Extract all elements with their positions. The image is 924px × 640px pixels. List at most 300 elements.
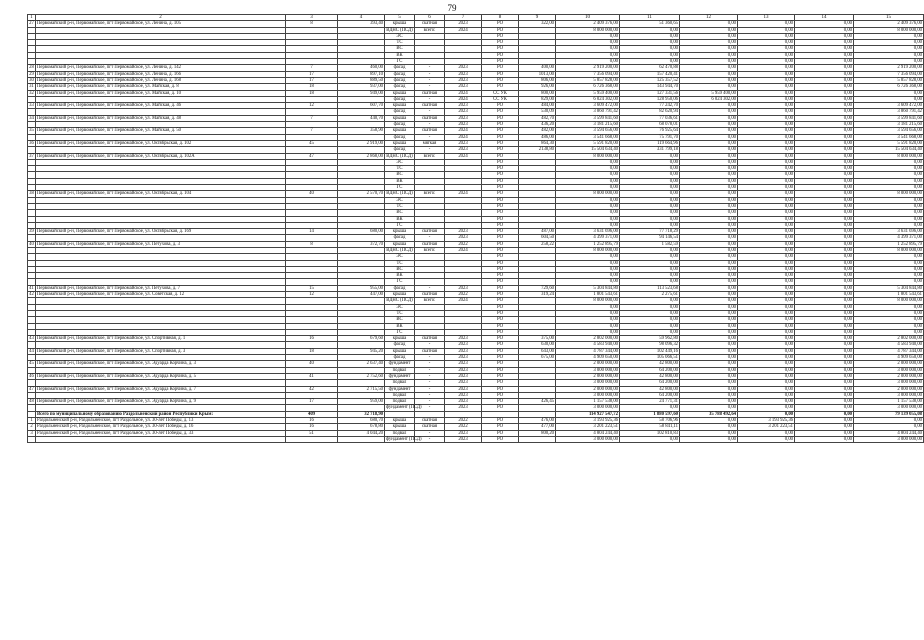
table-cell: 0,00 [854, 304, 924, 310]
table-cell: РО [482, 115, 519, 121]
table-cell: ЭС [385, 254, 415, 260]
table-cell: 0,00 [795, 273, 854, 279]
table-cell: 0,00 [854, 178, 924, 184]
table-cell: 0,00 [795, 166, 854, 172]
table-cell [28, 436, 36, 442]
table-cell: 3 000 000,00 [556, 380, 620, 386]
table-cell: подвал [385, 430, 415, 436]
table-cell: 2023 [445, 367, 482, 373]
table-cell: скатная [415, 241, 445, 247]
table-cell: ВДНС (ПСД) [386, 27, 413, 33]
table-cell: 0,00 [620, 247, 680, 253]
column-header: 5 [385, 15, 415, 21]
table-cell: ВС [385, 46, 415, 52]
table-cell: всего: [415, 298, 445, 304]
table-cell: 119 664,96 [620, 140, 680, 146]
table-cell: 0,00 [795, 247, 854, 253]
table-cell: 58 841,11 [620, 424, 680, 430]
table-cell: 3 000 000,00 [556, 367, 620, 373]
table-cell: фундамент [385, 373, 415, 379]
table-cell: 5 857 828,00 [854, 77, 924, 83]
table-cell: 3 193 925,36 [738, 418, 795, 424]
table-cell: 0,00 [738, 310, 795, 316]
table-cell: РО [482, 279, 519, 285]
table-cell: - [415, 367, 445, 373]
column-header: 12 [680, 15, 738, 21]
table-cell: Первомайский р-н, Первомайское, пгт Первомайское, ул. Эдуарда Корчина, д. 9 [36, 399, 286, 405]
table-cell: 0,00 [620, 329, 680, 335]
table-cell: 436,20 [519, 122, 556, 128]
table-cell: 0,00 [680, 304, 738, 310]
table-cell: 2 715,50 [338, 386, 385, 392]
table-cell: 482,00 [519, 128, 556, 134]
table-cell: 0,00 [738, 210, 795, 216]
table-cell: 0,00 [738, 298, 795, 304]
table-cell: РО [482, 191, 519, 197]
table-cell: 5 857 828,00 [556, 77, 620, 83]
table-cell: 926,00 [519, 84, 556, 90]
table-cell: 0,00 [680, 386, 738, 392]
table-cell: 0,00 [738, 266, 795, 272]
table-cell: - [415, 84, 445, 90]
table-cell: 0,00 [556, 304, 620, 310]
table-cell: фундамент [385, 361, 415, 367]
table-cell: 1 801 543,61 [854, 292, 924, 298]
table-cell: 0,00 [738, 367, 795, 373]
table-cell: 897,10 [338, 71, 385, 77]
table-cell: - [415, 235, 445, 241]
table-cell: РО [482, 317, 519, 323]
table-cell: фасад [385, 65, 415, 71]
table-cell: 679,60 [338, 336, 385, 342]
table-cell: 0,00 [620, 310, 680, 316]
table-cell: 2023 [445, 235, 482, 241]
table-cell: 5 959 400,00 [556, 90, 620, 96]
table-cell: 0,00 [795, 317, 854, 323]
table-cell: 27 [29, 21, 34, 27]
table-cell: фасад [385, 342, 415, 348]
table-cell: 157 420,41 [620, 71, 680, 77]
table-cell: 38 [29, 191, 34, 197]
table-cell: 0,00 [738, 178, 795, 184]
table-cell: 17 [286, 71, 338, 77]
table-cell: РО [482, 33, 519, 39]
table-cell: 28 [29, 65, 34, 71]
table-cell: 64 200,00 [620, 367, 680, 373]
table-cell: 8 000 000,00 [556, 153, 620, 159]
table-cell: 3 193 925,36 [556, 418, 620, 424]
table-cell: 447,00 [338, 292, 385, 298]
table-cell: 2022 [445, 418, 482, 424]
table-cell: 0,00 [620, 210, 680, 216]
table-cell: 5 591 820,00 [854, 140, 924, 146]
table-cell: Первомайский р-н, Первомайское, пгт Первомайское, ул. Майская, д. 8 [36, 84, 286, 90]
table-cell: 5 304 844,80 [556, 285, 620, 291]
table-cell: 33 [29, 103, 34, 109]
table-cell: мягкая [415, 140, 445, 146]
table-cell: 678,80 [338, 424, 385, 430]
table-cell: 102 810,83 [620, 430, 680, 436]
table-cell: Первомайский р-н, Первомайское, пгт Первомайское, ул. Эдуарда Корчина, д. 3 [36, 361, 286, 367]
table-cell: 0,00 [854, 418, 924, 424]
table-cell: 3 000 000,00 [854, 380, 924, 386]
table-cell: 0,00 [738, 399, 795, 405]
table-cell: скатная [415, 90, 445, 96]
table-cell: 400,00 [519, 65, 556, 71]
table-cell: 0,00 [680, 185, 738, 191]
table-cell: РО [482, 140, 519, 146]
table-cell: 6 726 368,00 [854, 84, 924, 90]
table-cell [338, 436, 385, 442]
table-cell: 2023 [445, 122, 482, 128]
table-cell: 6 726 368,00 [556, 84, 620, 90]
table-cell: 2023 [445, 21, 482, 27]
table-cell: 94 146,54 [620, 235, 680, 241]
table-cell: ВК [385, 216, 415, 222]
table-cell: 3 609 472,00 [854, 103, 924, 109]
table-cell: Первомайский р-н, Первомайское, пгт Первомайское, ул. Ленина, д. 105 [36, 21, 286, 27]
table-cell: 2 752,60 [338, 373, 385, 379]
table-cell: РО [482, 254, 519, 260]
table-cell: 0,00 [854, 52, 924, 58]
table-cell: скатная [415, 229, 445, 235]
table-cell: Раздольненский р-н, Раздольненское, пгт Раздольное, ул. 30-лет Победы, д. 13 [36, 418, 286, 424]
table-cell: 0,00 [620, 273, 680, 279]
table-cell: 4 787 344,00 [556, 348, 620, 354]
table-cell: ГС [385, 329, 415, 335]
table-cell: 959,00 [338, 399, 385, 405]
table-cell: 0,00 [738, 166, 795, 172]
table-cell: 0,00 [795, 197, 854, 203]
table-cell: подвал [385, 399, 415, 405]
table-cell: 829,00 [519, 96, 556, 102]
table-cell: 2024 [445, 128, 482, 134]
table-cell: 2022 [445, 292, 482, 298]
table-cell: 0,00 [795, 436, 854, 442]
table-cell: 0,00 [854, 254, 924, 260]
table-cell: 0,00 [795, 229, 854, 235]
table-cell: 0,00 [738, 21, 795, 27]
table-cell: скатная [415, 424, 445, 430]
table-cell: крыша [385, 90, 415, 96]
table-cell: РО [482, 310, 519, 316]
table-cell: 1 880 597,60 [620, 411, 680, 417]
table-cell: 0,00 [795, 172, 854, 178]
table-cell: фасад [385, 235, 415, 241]
table-cell: 0,00 [738, 304, 795, 310]
table-cell: ТС [385, 310, 415, 316]
table-cell: 530,09 [519, 109, 556, 115]
table-cell: 2 000 000,00 [854, 386, 924, 392]
table-cell: 2023 [445, 109, 482, 115]
table-cell: 949,00 [338, 90, 385, 96]
table-cell: 2023 [445, 285, 482, 291]
table-cell: - [415, 342, 445, 348]
table-cell: 77 718,29 [620, 229, 680, 235]
table-cell: 729,60 [519, 285, 556, 291]
table-cell: ВК [385, 52, 415, 58]
table-cell: 2023 [445, 71, 482, 77]
table-cell: 2024 [445, 27, 482, 33]
table-cell: РО [482, 166, 519, 172]
table-cell: фасад [385, 134, 415, 140]
table-cell: 2 409 376,00 [556, 21, 620, 27]
table-cell: 2023 [445, 392, 482, 398]
table-cell: фасад [385, 109, 415, 115]
table-cell: 0,00 [795, 122, 854, 128]
table-cell: 82 620,94 [620, 109, 680, 115]
table-cell: РО [482, 241, 519, 247]
table-cell: ВС [385, 172, 415, 178]
table-cell: 0,00 [680, 65, 738, 71]
table-cell: 889,50 [338, 77, 385, 83]
table-cell: 5 591 820,00 [556, 140, 620, 146]
table-cell: ТС [385, 40, 415, 46]
table-cell: 0,00 [620, 298, 680, 304]
table-cell: 102 449,16 [620, 348, 680, 354]
table-cell: 0,00 [680, 342, 738, 348]
table-cell: ВК [385, 273, 415, 279]
table-cell: 0,00 [738, 292, 795, 298]
table-cell: 0,00 [795, 260, 854, 266]
table-cell: 47 [29, 386, 34, 392]
table-cell: 8 000 000,00 [556, 27, 620, 33]
table-cell: 0,00 [738, 65, 795, 71]
table-cell: 68 078,01 [620, 122, 680, 128]
table-cell: 0,00 [795, 254, 854, 260]
table-cell: 0,00 [680, 241, 738, 247]
table-cell [36, 436, 286, 442]
table-cell: 62 470,88 [620, 65, 680, 71]
table-cell: 0,00 [738, 323, 795, 329]
table-cell: 0,00 [854, 323, 924, 329]
table-cell: 0,00 [556, 197, 620, 203]
table-cell: 0,00 [680, 367, 738, 373]
table-cell: 0,00 [620, 178, 680, 184]
table-cell: ЭС [385, 197, 415, 203]
table-cell: 7 356 094,00 [854, 71, 924, 77]
table-cell: 0,00 [795, 310, 854, 316]
table-cell: - [415, 147, 445, 153]
table-cell: 2023 [445, 65, 482, 71]
table-cell: 0,00 [556, 46, 620, 52]
table-cell: 128 950,06 [620, 96, 680, 102]
table-cell: 0,00 [795, 153, 854, 159]
table-cell: 0,00 [738, 90, 795, 96]
table-cell: 4 909 650,00 [556, 355, 620, 361]
table-cell: РО [482, 134, 519, 140]
table-cell: фасад [385, 285, 415, 291]
table-cell: скатная [415, 348, 445, 354]
table-cell: крыша [385, 418, 415, 424]
table-cell: РО [482, 304, 519, 310]
table-cell: 604,50 [519, 235, 556, 241]
table-cell: 0,00 [795, 304, 854, 310]
table-cell: 0,00 [620, 222, 680, 228]
table-cell: 0,00 [738, 235, 795, 241]
table-cell: 29 [29, 71, 34, 77]
table-cell: 0,00 [795, 361, 854, 367]
table-cell: 0,00 [738, 380, 795, 386]
table-cell: 0,00 [680, 21, 738, 27]
table-cell: ТС [385, 203, 415, 209]
table-cell: 0,00 [620, 203, 680, 209]
table-cell: 937,00 [338, 84, 385, 90]
table-cell: ВДНС (ПСД) [386, 298, 413, 304]
table-cell: 0,00 [795, 90, 854, 96]
table-cell: 1 252 895,79 [854, 241, 924, 247]
table-cell: 0,00 [795, 411, 854, 417]
table-cell: РО [482, 197, 519, 203]
table-cell: 37 [29, 153, 34, 159]
table-cell: ВС [385, 266, 415, 272]
table-cell: 0,00 [854, 222, 924, 228]
table-cell: 955,00 [338, 285, 385, 291]
table-cell: 0,00 [680, 260, 738, 266]
table-cell: 2023 [445, 336, 482, 342]
table-cell: Первомайский р-н, Первомайское, пгт Первомайское, ул. Майская, д. 48 [36, 115, 286, 121]
table-cell: Первомайский р-н, Первомайское, пгт Первомайское, ул. Советская, д. 12 [36, 292, 286, 298]
table-cell: 1 157 538,00 [854, 399, 924, 405]
table-cell: РО [482, 285, 519, 291]
table-cell: 2023 [445, 399, 482, 405]
table-cell: 2 802 000,00 [854, 336, 924, 342]
table-cell: 0,00 [556, 203, 620, 209]
table-cell: 476,00 [519, 418, 556, 424]
table-cell: 18 [286, 90, 338, 96]
table-cell: 0,00 [738, 241, 795, 247]
table-cell: 30 [29, 77, 34, 83]
table-cell: 0,00 [680, 292, 738, 298]
table-cell: ГС [385, 279, 415, 285]
table-cell: 15 504 634,40 [854, 147, 924, 153]
table-cell: крыша [385, 21, 415, 27]
table-cell: 12 [286, 103, 338, 109]
table-cell: 2 409 376,00 [854, 21, 924, 27]
table-cell: 44 [29, 348, 34, 354]
table-cell: 0,00 [795, 128, 854, 134]
table-cell: всего: [415, 27, 445, 33]
table-cell: ЭС [385, 33, 415, 39]
table-cell: 0,00 [680, 405, 738, 411]
table-cell: 680,00 [338, 229, 385, 235]
table-cell: 0,00 [795, 59, 854, 65]
table-cell: 4 583 940,00 [556, 342, 620, 348]
table-cell: 1 252 895,79 [556, 241, 620, 247]
table-cell: 42 800,00 [620, 361, 680, 367]
table-cell: 0,00 [738, 159, 795, 165]
table-cell: фундамент (ПСД) [386, 436, 422, 442]
table-cell: 2138,80 [519, 147, 556, 153]
column-header: 10 [556, 15, 620, 21]
table-cell: 41 [286, 373, 338, 379]
table-cell: 0,00 [738, 329, 795, 335]
table-cell: РО [482, 367, 519, 373]
table-cell: РО [482, 292, 519, 298]
table-cell: РО [482, 229, 519, 235]
table-cell: РО [482, 336, 519, 342]
table-cell: 0,00 [795, 84, 854, 90]
table-cell: 800,00 [519, 90, 556, 96]
table-cell: 47 [286, 153, 338, 159]
table-cell: всего: [415, 191, 445, 197]
capital-repair-table [27, 14, 924, 443]
table-cell: 77 242,70 [620, 103, 680, 109]
table-cell: РО [482, 172, 519, 178]
table-cell: 0,00 [738, 140, 795, 146]
table-cell: РО [482, 84, 519, 90]
table-cell: 2023 [445, 436, 482, 442]
table-cell: РО [482, 235, 519, 241]
table-cell: 0,00 [795, 392, 854, 398]
table-cell: 0,00 [738, 386, 795, 392]
table-cell: 0,00 [620, 172, 680, 178]
table-cell: 2024 [445, 90, 482, 96]
table-cell: 18 [286, 348, 338, 354]
table-cell: фундамент (ПСД) [386, 405, 422, 411]
table-cell: 0,00 [680, 109, 738, 115]
table-cell: 12 [286, 292, 338, 298]
table-cell: 51 360,65 [620, 21, 680, 27]
table-cell: - [415, 65, 445, 71]
table-cell: 2 000 000,00 [556, 361, 620, 367]
table-cell: 2023 [445, 348, 482, 354]
table-cell: 3 000 000,00 [556, 392, 620, 398]
table-cell: 0,00 [680, 128, 738, 134]
table-cell: 0,00 [680, 273, 738, 279]
table-cell: 0,00 [854, 424, 924, 430]
table-cell: 0,00 [738, 203, 795, 209]
table-cell: 0,00 [620, 216, 680, 222]
table-cell: РО [482, 418, 519, 424]
table-cell: 0,00 [738, 172, 795, 178]
table-cell: 41 [29, 285, 34, 291]
table-cell: 0,00 [680, 46, 738, 52]
table-cell: 440,70 [338, 115, 385, 121]
table-cell: 4 044,20 [338, 430, 385, 436]
table-cell: 0,00 [620, 304, 680, 310]
table-cell: 0,00 [795, 355, 854, 361]
table-cell: скатная [415, 21, 445, 27]
table-cell: 4 787 344,00 [854, 348, 924, 354]
table-cell: 0,00 [854, 33, 924, 39]
table-cell: 0,00 [795, 323, 854, 329]
table-cell: 0,00 [738, 216, 795, 222]
table-cell: 0,00 [738, 247, 795, 253]
table-cell: ГС [385, 222, 415, 228]
table-cell: Первомайский р-н, Первомайское, пгт Первомайское, ул. Ленина, д. 168 [36, 77, 286, 83]
table-cell: 0,00 [680, 178, 738, 184]
table-cell: 0,00 [795, 342, 854, 348]
table-cell: 1 582,59 [620, 241, 680, 247]
table-cell: РО [482, 103, 519, 109]
table-cell: 0,00 [738, 27, 795, 33]
table-cell: 3 000 000,00 [556, 436, 620, 442]
column-header: 3 [286, 15, 338, 21]
table-cell: ГС [385, 185, 415, 191]
table-cell: Первомайский р-н, Первомайское, пгт Первомайское, ул. Спортивная, д. 1 [36, 336, 286, 342]
table-cell: РО [482, 260, 519, 266]
table-cell: - [415, 96, 445, 102]
table-cell: 0,00 [795, 424, 854, 430]
table-cell: 409 [286, 411, 338, 417]
table-cell: ВДНС (ПСД) [386, 191, 413, 197]
table-cell: 0,00 [680, 216, 738, 222]
table-cell: 2024 [445, 191, 482, 197]
table-cell: 3 000 000,00 [854, 405, 924, 411]
table-cell: 0,00 [620, 260, 680, 266]
table-cell: 0,00 [795, 285, 854, 291]
